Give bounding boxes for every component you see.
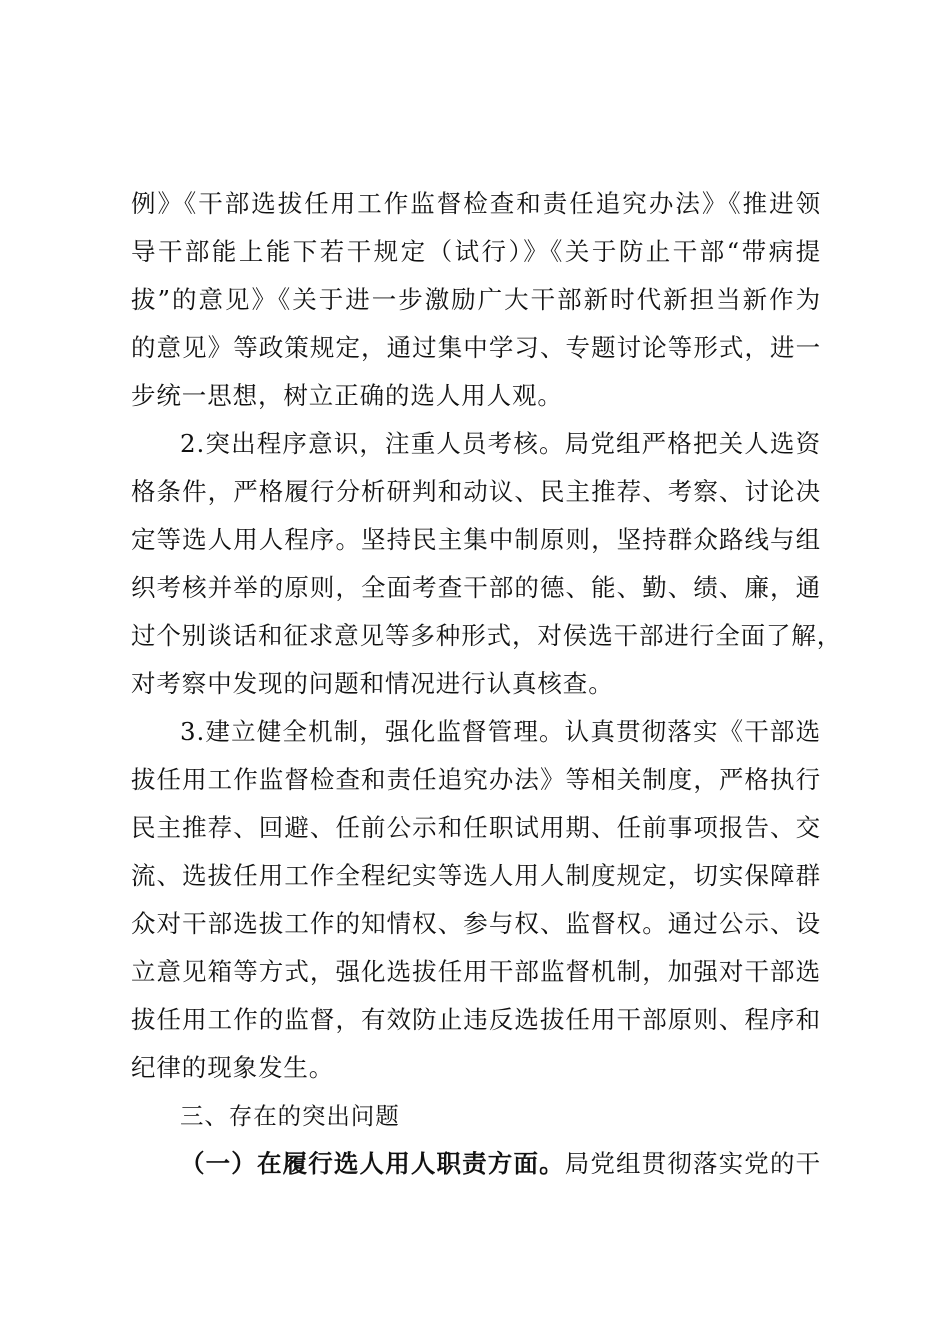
paragraph-line: 3.建立健全机制，强化监督管理。认真贯彻落实《干部选: [180, 717, 821, 746]
paragraph-line: 步统一思想，树立正确的选人用人观。: [131, 381, 563, 410]
paragraph-line: 民主推荐、回避、任前公示和任职试用期、任前事项报告、交: [131, 813, 821, 842]
paragraph-line: 拔任用工作监督检查和责任追究办法》等相关制度，严格执行: [131, 765, 821, 794]
paragraph-line: 的意见》等政策规定，通过集中学习、专题讨论等形式，进一: [131, 333, 821, 362]
paragraph-line: 众对干部选拔工作的知情权、参与权、监督权。通过公示、设: [131, 909, 821, 938]
paragraph-line: 织考核并举的原则，全面考查干部的德、能、勤、绩、廉，通: [131, 573, 821, 602]
subsection-text: 局党组贯彻落实党的干: [564, 1149, 821, 1178]
paragraph-line: 对考察中发现的问题和情况进行认真核查。: [131, 669, 614, 698]
paragraph-line: 立意见箱等方式，强化选拔任用干部监督机制，加强对干部选: [131, 957, 821, 986]
paragraph-line: 纪律的现象发生。: [131, 1053, 335, 1082]
subsection-heading: （一）在履行选人用人职责方面。: [180, 1149, 565, 1178]
section-heading: 三、存在的突出问题: [180, 1102, 400, 1130]
paragraph-line: 格条件，严格履行分析研判和动议、民主推荐、考察、讨论决: [131, 477, 821, 506]
paragraph-line: 2.突出程序意识，注重人员考核。局党组严格把关人选资: [180, 429, 821, 458]
document-body: [131, 180, 843, 1188]
paragraph-line: 拔”的意见》《关于进一步激励广大干部新时代新担当新作为: [131, 285, 821, 314]
paragraph-line: 流、选拔任用工作全程纪实等选人用人制度规定，切实保障群: [131, 861, 821, 890]
paragraph-line: 过个别谈话和征求意见等多种形式，对侯选干部进行全面了解，: [131, 621, 843, 650]
paragraph-line: 例》《干部选拔任用工作监督检查和责任追究办法》《推进领: [131, 189, 821, 218]
paragraph-line: 导干部能上能下若干规定（试行）》《关于防止干部“带病提: [131, 237, 821, 266]
paragraph-line: 拔任用工作的监督，有效防止违反选拔任用干部原则、程序和: [131, 1005, 821, 1034]
subsection-line: [131, 1140, 821, 1188]
paragraph-line: 定等选人用人程序。坚持民主集中制原则，坚持群众路线与组: [131, 525, 821, 554]
